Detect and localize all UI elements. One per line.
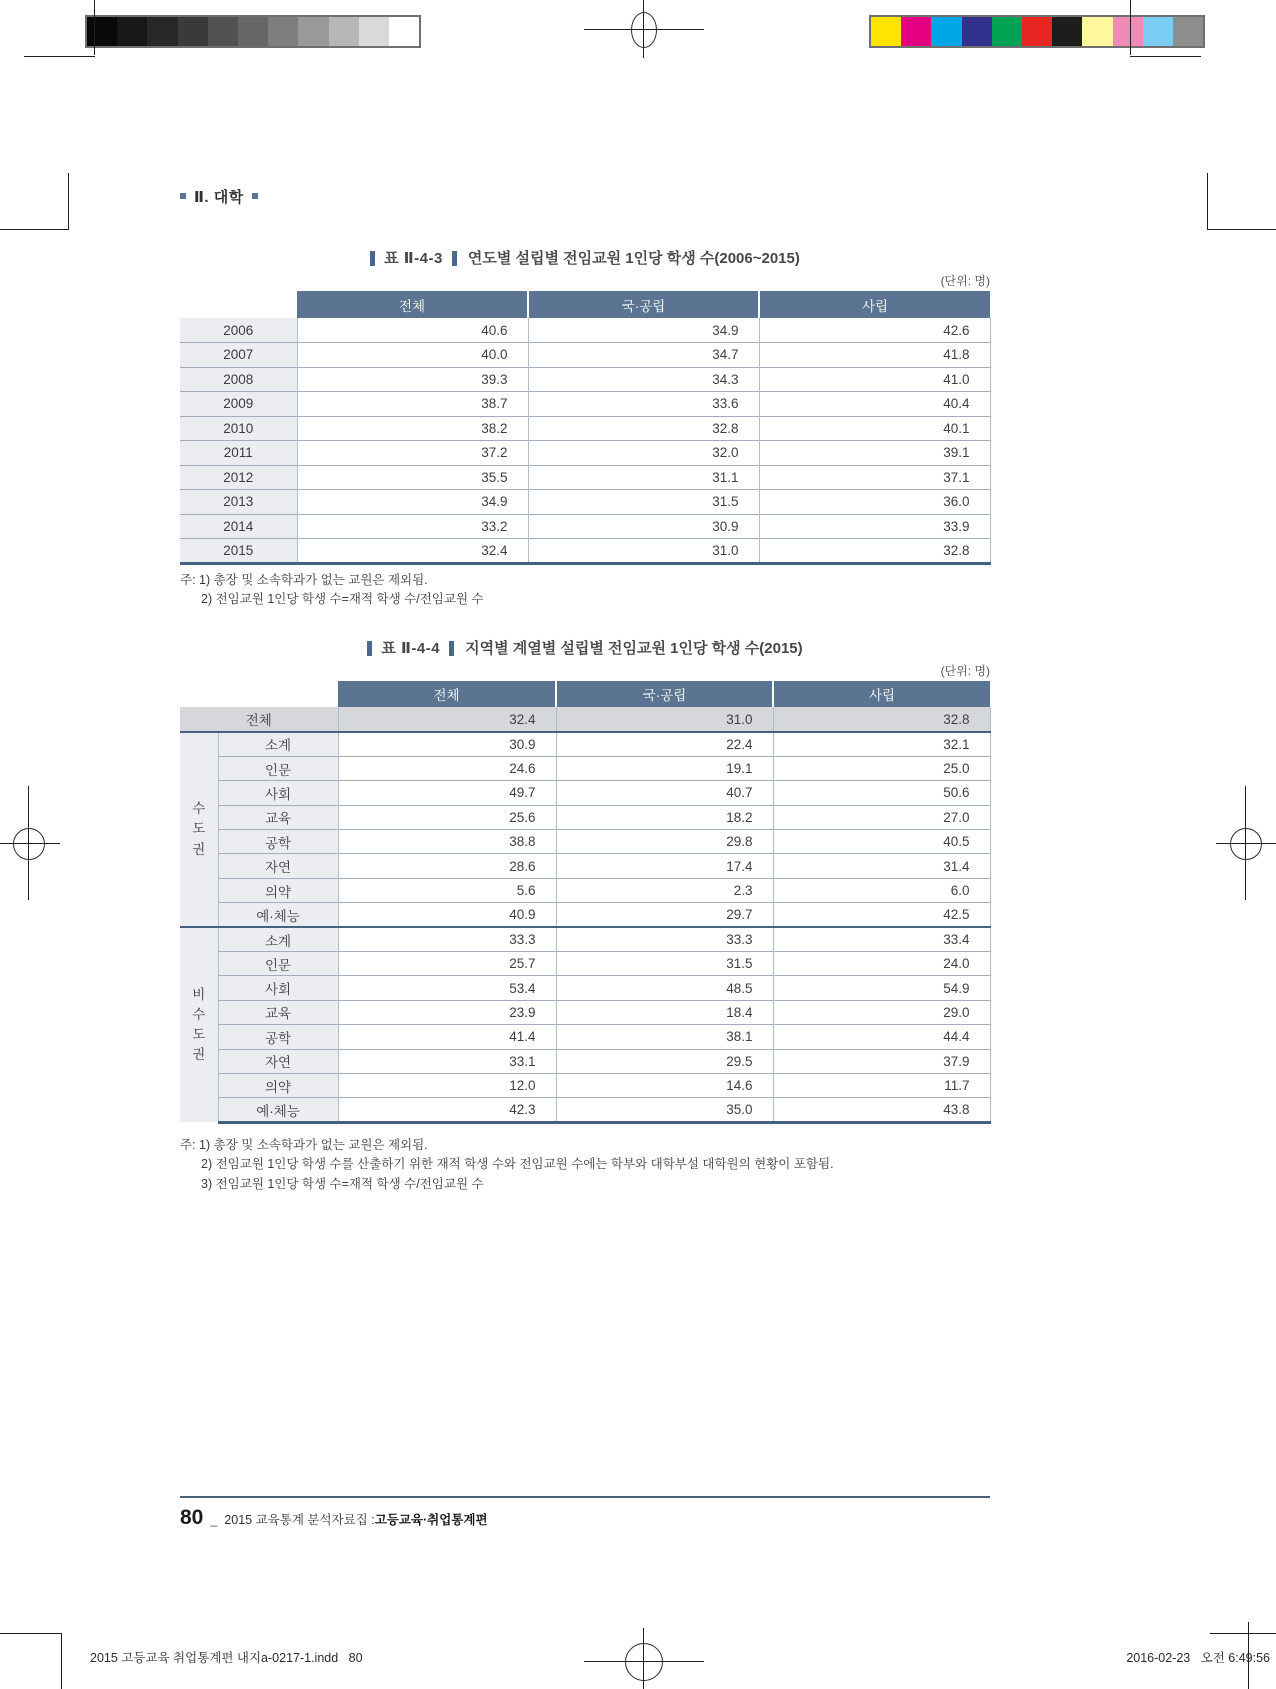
table-row xyxy=(180,976,990,1000)
value-cell: 33.4 xyxy=(773,927,990,951)
category-cell: 자연 xyxy=(218,854,338,878)
value-cell: 34.3 xyxy=(528,367,759,392)
total-row xyxy=(180,707,990,732)
value-cell: 2.3 xyxy=(556,878,773,902)
color-swatch xyxy=(1022,17,1052,46)
value-cell: 50.6 xyxy=(773,781,990,805)
grayscale-swatch xyxy=(329,17,359,46)
table-row xyxy=(180,854,990,878)
table-row xyxy=(180,732,990,756)
value-cell: 42.3 xyxy=(338,1098,556,1122)
value-cell: 32.8 xyxy=(759,539,990,564)
value-cell: 37.9 xyxy=(773,1049,990,1073)
table-row xyxy=(180,805,990,829)
table-row xyxy=(180,952,990,976)
value-cell: 33.6 xyxy=(528,392,759,417)
value-cell: 40.9 xyxy=(338,903,556,927)
value-cell: 18.2 xyxy=(556,805,773,829)
region-group-label: 수도권 xyxy=(192,801,206,857)
value-cell: 31.0 xyxy=(528,539,759,564)
value-cell: 31.4 xyxy=(773,854,990,878)
section-marker-icon xyxy=(252,193,258,199)
value-cell: 27.0 xyxy=(773,805,990,829)
table1-unit-label: (단위: 명) xyxy=(940,274,990,288)
value-cell: 37.2 xyxy=(297,441,528,466)
value-cell: 40.4 xyxy=(759,392,990,417)
value-cell: 44.4 xyxy=(773,1025,990,1049)
value-cell: 31.5 xyxy=(556,952,773,976)
color-swatch xyxy=(901,17,931,46)
note-line: 2) 전임교원 1인당 학생 수=재적 학생 수/전임교원 수 xyxy=(201,592,484,607)
value-cell: 33.3 xyxy=(338,927,556,951)
value-cell: 14.6 xyxy=(556,1073,773,1097)
region-group-label: 비수도권 xyxy=(192,986,206,1063)
value-cell: 39.1 xyxy=(759,441,990,466)
value-cell: 32.8 xyxy=(528,416,759,441)
grayscale-swatch xyxy=(238,17,268,46)
table-row xyxy=(180,1025,990,1049)
value-cell: 49.7 xyxy=(338,781,556,805)
column-header: 국·공립 xyxy=(556,681,773,707)
value-cell: 24.0 xyxy=(773,952,990,976)
value-cell: 54.9 xyxy=(773,976,990,1000)
year-cell: 2007 xyxy=(180,343,297,368)
value-cell: 41.4 xyxy=(338,1025,556,1049)
note-line: 3) 전임교원 1인당 학생 수=재적 학생 수/전임교원 수 xyxy=(201,1176,484,1191)
note-line: 주: 1) 총장 및 소속학과가 없는 교원은 제외됨. xyxy=(180,1138,428,1152)
value-cell: 34.9 xyxy=(528,318,759,343)
value-cell: 30.9 xyxy=(528,514,759,539)
value-cell: 42.5 xyxy=(773,903,990,927)
value-cell: 12.0 xyxy=(338,1073,556,1097)
grayscale-calibration-bar xyxy=(85,15,421,48)
table-row xyxy=(180,1049,990,1073)
value-cell: 34.7 xyxy=(528,343,759,368)
value-cell: 33.9 xyxy=(759,514,990,539)
color-swatch xyxy=(1173,17,1203,46)
table-row xyxy=(180,367,990,392)
value-cell: 33.2 xyxy=(297,514,528,539)
value-cell: 29.0 xyxy=(773,1000,990,1024)
grayscale-swatch xyxy=(298,17,328,46)
table-row xyxy=(180,465,990,490)
table1 xyxy=(180,291,991,565)
grayscale-swatch xyxy=(178,17,208,46)
year-cell: 2010 xyxy=(180,416,297,441)
table-row xyxy=(180,903,990,927)
category-cell: 인문 xyxy=(218,952,338,976)
value-cell: 37.1 xyxy=(759,465,990,490)
category-cell: 예·체능 xyxy=(218,903,338,927)
value-cell: 32.4 xyxy=(297,539,528,564)
value-cell: 17.4 xyxy=(556,854,773,878)
value-cell: 19.1 xyxy=(556,756,773,780)
year-cell: 2008 xyxy=(180,367,297,392)
value-cell: 40.6 xyxy=(297,318,528,343)
grayscale-swatch xyxy=(117,17,147,46)
region-group-cell xyxy=(180,927,218,1122)
value-cell: 35.0 xyxy=(556,1098,773,1122)
value-cell: 40.1 xyxy=(759,416,990,441)
caption-bar-icon xyxy=(452,251,457,266)
year-cell: 2013 xyxy=(180,490,297,515)
note-line: 주: 1) 총장 및 소속학과가 없는 교원은 제외됨. xyxy=(180,573,428,587)
value-cell: 33.1 xyxy=(338,1049,556,1073)
value-cell: 38.1 xyxy=(556,1025,773,1049)
value-cell: 38.7 xyxy=(297,392,528,417)
table-row xyxy=(180,490,990,515)
table2-caption xyxy=(180,637,990,658)
table-row xyxy=(180,1073,990,1097)
table-row xyxy=(180,514,990,539)
page-number: 80 xyxy=(180,1506,204,1529)
year-cell: 2006 xyxy=(180,318,297,343)
value-cell: 32.0 xyxy=(528,441,759,466)
value-cell: 22.4 xyxy=(556,732,773,756)
year-cell: 2009 xyxy=(180,392,297,417)
table2 xyxy=(180,681,991,1124)
value-cell: 5.6 xyxy=(338,878,556,902)
column-header: 국·공립 xyxy=(528,291,759,318)
grayscale-swatch xyxy=(268,17,298,46)
category-cell: 사회 xyxy=(218,781,338,805)
imprint-right: 2016-02-23 오전 6:49:56 xyxy=(1126,1651,1270,1665)
color-swatch xyxy=(1082,17,1112,46)
year-cell: 2011 xyxy=(180,441,297,466)
value-cell: 32.1 xyxy=(773,732,990,756)
value-cell: 32.8 xyxy=(773,707,990,732)
table-row xyxy=(180,441,990,466)
table1-caption-text: 연도별 설립별 전임교원 1인당 학생 수(2006~2015) xyxy=(467,250,800,267)
value-cell: 40.7 xyxy=(556,781,773,805)
section-header-label: Ⅱ. 대학 xyxy=(194,189,244,206)
category-cell: 의약 xyxy=(218,1073,338,1097)
value-cell: 30.9 xyxy=(338,732,556,756)
table-row xyxy=(180,1000,990,1024)
category-cell: 소계 xyxy=(218,732,338,756)
value-cell: 41.8 xyxy=(759,343,990,368)
total-label-cell: 전체 xyxy=(180,707,338,732)
table1-header-row xyxy=(180,291,990,318)
grayscale-swatch xyxy=(208,17,238,46)
table2-unit-label: (단위: 명) xyxy=(940,664,990,678)
caption-bar-icon xyxy=(370,251,375,266)
color-swatch xyxy=(1113,17,1143,46)
value-cell: 25.7 xyxy=(338,952,556,976)
category-cell: 소계 xyxy=(218,927,338,951)
value-cell: 24.6 xyxy=(338,756,556,780)
table2-notes xyxy=(180,1136,1010,1194)
table1-caption xyxy=(180,247,990,268)
table-row xyxy=(180,343,990,368)
value-cell: 36.0 xyxy=(759,490,990,515)
value-cell: 31.5 xyxy=(528,490,759,515)
category-cell: 예·체능 xyxy=(218,1098,338,1122)
table1-caption-prefix: 표 Ⅱ-4-3 xyxy=(384,250,443,267)
table-row xyxy=(180,830,990,854)
value-cell: 41.0 xyxy=(759,367,990,392)
value-cell: 18.4 xyxy=(556,1000,773,1024)
caption-bar-icon xyxy=(449,641,454,656)
value-cell: 43.8 xyxy=(773,1098,990,1122)
footer-title: 2015 교육통계 분석자료집 : xyxy=(224,1513,375,1527)
table2-caption-text: 지역별 계열별 설립별 전임교원 1인당 학생 수(2015) xyxy=(465,640,803,657)
grayscale-swatch xyxy=(147,17,177,46)
value-cell: 38.2 xyxy=(297,416,528,441)
year-cell: 2015 xyxy=(180,539,297,564)
color-calibration-bar xyxy=(869,15,1205,48)
value-cell: 11.7 xyxy=(773,1073,990,1097)
color-swatch xyxy=(1143,17,1173,46)
note-line: 2) 전임교원 1인당 학생 수를 산출하기 위한 재적 학생 수와 전임교원 수에는 학부와 대학부설 대학원의 현황이 포함됨. xyxy=(201,1157,834,1172)
value-cell: 34.9 xyxy=(297,490,528,515)
column-header: 전체 xyxy=(338,681,556,707)
value-cell: 42.6 xyxy=(759,318,990,343)
table-row xyxy=(180,416,990,441)
column-header: 전체 xyxy=(297,291,528,318)
table-row xyxy=(180,927,990,951)
value-cell: 40.5 xyxy=(773,830,990,854)
year-cell: 2012 xyxy=(180,465,297,490)
category-cell: 사회 xyxy=(218,976,338,1000)
category-cell: 교육 xyxy=(218,805,338,829)
table-row xyxy=(180,1098,990,1122)
value-cell: 29.7 xyxy=(556,903,773,927)
category-cell: 의약 xyxy=(218,878,338,902)
footer-separator: _ xyxy=(210,1513,218,1527)
column-header: 사립 xyxy=(773,681,990,707)
value-cell: 31.0 xyxy=(556,707,773,732)
table2-caption-prefix: 표 Ⅱ-4-4 xyxy=(381,640,441,657)
table-row xyxy=(180,878,990,902)
value-cell: 53.4 xyxy=(338,976,556,1000)
imprint-left: 2015 고등교육 취업통계편 내지a-0217-1.indd 80 xyxy=(90,1651,363,1665)
section-marker-icon xyxy=(180,193,186,199)
value-cell: 38.8 xyxy=(338,830,556,854)
category-cell: 공학 xyxy=(218,830,338,854)
column-header: 사립 xyxy=(759,291,990,318)
page-footer xyxy=(180,1506,990,1530)
category-cell: 자연 xyxy=(218,1049,338,1073)
table-row xyxy=(180,756,990,780)
grayscale-swatch xyxy=(359,17,389,46)
table1-notes xyxy=(180,571,1010,610)
section-header xyxy=(180,186,266,207)
value-cell: 29.5 xyxy=(556,1049,773,1073)
table2-header-row xyxy=(180,681,990,707)
table-row xyxy=(180,539,990,564)
value-cell: 31.1 xyxy=(528,465,759,490)
category-cell: 교육 xyxy=(218,1000,338,1024)
region-group-cell xyxy=(180,732,218,927)
color-swatch xyxy=(1052,17,1082,46)
grayscale-swatch xyxy=(87,17,117,46)
value-cell: 32.4 xyxy=(338,707,556,732)
header-blank-cell xyxy=(180,291,297,318)
year-cell: 2014 xyxy=(180,514,297,539)
caption-bar-icon xyxy=(367,641,372,656)
table-row xyxy=(180,392,990,417)
value-cell: 29.8 xyxy=(556,830,773,854)
grayscale-swatch xyxy=(389,17,419,46)
color-swatch xyxy=(992,17,1022,46)
value-cell: 28.6 xyxy=(338,854,556,878)
color-swatch xyxy=(871,17,901,46)
value-cell: 48.5 xyxy=(556,976,773,1000)
value-cell: 6.0 xyxy=(773,878,990,902)
footer-title-bold: 고등교육·취업통계편 xyxy=(374,1513,488,1527)
category-cell: 공학 xyxy=(218,1025,338,1049)
category-cell: 인문 xyxy=(218,756,338,780)
value-cell: 33.3 xyxy=(556,927,773,951)
header-blank-cell xyxy=(180,681,338,707)
value-cell: 23.9 xyxy=(338,1000,556,1024)
value-cell: 35.5 xyxy=(297,465,528,490)
footer-rule xyxy=(180,1496,990,1498)
value-cell: 39.3 xyxy=(297,367,528,392)
value-cell: 40.0 xyxy=(297,343,528,368)
table-row xyxy=(180,781,990,805)
value-cell: 25.0 xyxy=(773,756,990,780)
color-swatch xyxy=(962,17,992,46)
value-cell: 25.6 xyxy=(338,805,556,829)
table-row xyxy=(180,318,990,343)
color-swatch xyxy=(931,17,961,46)
